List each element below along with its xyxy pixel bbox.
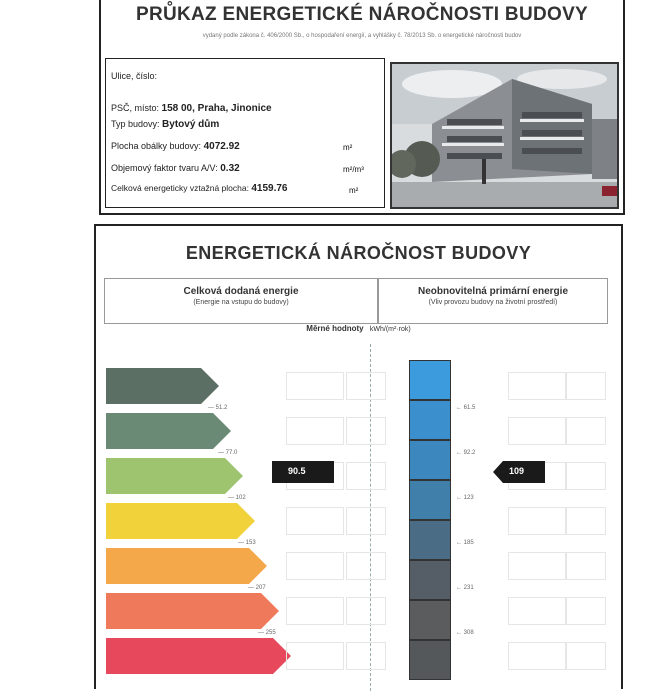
- specific-values-caption: [96, 324, 621, 333]
- primary-energy-bar-segment: [409, 600, 451, 640]
- empty-cell: [346, 552, 386, 580]
- area-unit: m²: [343, 143, 353, 152]
- ref-label: Celková energeticky vztažná plocha:: [111, 183, 249, 193]
- empty-cell: [508, 597, 566, 625]
- left-value-text: 90.5: [288, 466, 306, 476]
- left-value-marker: [272, 461, 334, 483]
- class-arrow-f: [106, 593, 279, 629]
- type-label: Typ budovy:: [111, 119, 160, 129]
- empty-cell: [346, 372, 386, 400]
- right-class-boundary: ← 231: [456, 585, 474, 591]
- area-row: [111, 141, 240, 152]
- class-arrow-a: [106, 368, 219, 404]
- class-arrow-b: [106, 413, 231, 449]
- energy-performance-card: [94, 224, 623, 689]
- ref-value: 4159.76: [251, 183, 288, 194]
- empty-cell: [566, 462, 606, 490]
- factor-unit: m²/m³: [343, 165, 364, 174]
- empty-cell: [346, 642, 386, 670]
- empty-cell: [346, 462, 386, 490]
- empty-cell: [286, 417, 344, 445]
- primary-energy-bar-segment: [409, 360, 451, 400]
- class-arrow-d: [106, 503, 255, 539]
- empty-cell: [566, 417, 606, 445]
- empty-cell: [508, 642, 566, 670]
- empty-cell: [566, 597, 606, 625]
- empty-cell: [286, 597, 344, 625]
- building-info-box: [105, 58, 385, 208]
- psc-value: 158 00, Praha, Jinonice: [161, 103, 272, 114]
- ref-row: [111, 183, 288, 194]
- right-value-text: 109: [509, 466, 525, 476]
- empty-cell: [346, 417, 386, 445]
- primary-energy-bar-segment: [409, 480, 451, 520]
- primary-energy-bar-segment: [409, 640, 451, 680]
- empty-cell: [346, 597, 386, 625]
- factor-row: [111, 163, 240, 174]
- left-class-boundary: — 153: [238, 540, 256, 546]
- empty-cell: [286, 552, 344, 580]
- empty-cell: [346, 507, 386, 535]
- right-class-boundary: ← 308: [456, 630, 474, 636]
- certificate-header-card: [99, 0, 625, 215]
- left-class-boundary: — 51.2: [208, 405, 228, 411]
- factor-value: 0.32: [220, 163, 240, 174]
- type-row: [111, 119, 219, 130]
- specific-values-unit: kWh/(m²·rok): [369, 326, 411, 333]
- street-label: Ulice, číslo:: [111, 71, 158, 81]
- right-class-boundary: ← 61.5: [456, 405, 476, 411]
- empty-cell: [286, 372, 344, 400]
- empty-cell: [508, 372, 566, 400]
- psc-row: [111, 103, 272, 114]
- energy-title: ENERGETICKÁ NÁROČNOST BUDOVY: [185, 243, 532, 263]
- class-arrow-c: [106, 458, 243, 494]
- empty-cell: [566, 372, 606, 400]
- empty-cell: [566, 642, 606, 670]
- left-class-boundary: — 207: [248, 585, 266, 591]
- left-class-boundary: — 77.0: [218, 450, 238, 456]
- right-column-title: Neobnovitelná primární energie: [417, 286, 569, 297]
- empty-cell: [566, 507, 606, 535]
- area-label: Plocha obálky budovy:: [111, 141, 202, 151]
- empty-cell: [566, 552, 606, 580]
- primary-energy-bar-segment: [409, 440, 451, 480]
- certificate-subtitle: vydaný podle zákona č. 406/2000 Sb., o hospodaření energií, a vyhlášky č. 78/2013 Sb. o energetické náročnosti budov: [202, 33, 522, 39]
- right-class-boundary: ← 185: [456, 540, 474, 546]
- primary-energy-bar-segment: [409, 520, 451, 560]
- left-column-header: [104, 278, 378, 324]
- type-value: Bytový dům: [162, 119, 220, 130]
- factor-label: Objemový faktor tvaru A/V:: [111, 163, 218, 173]
- class-arrow-g: [106, 638, 291, 674]
- class-arrow-e: [106, 548, 267, 584]
- primary-energy-bar-segment: [409, 560, 451, 600]
- building-photo: [390, 62, 619, 209]
- primary-energy-bar-segment: [409, 400, 451, 440]
- specific-values-label: Měrné hodnoty: [306, 324, 364, 333]
- left-class-boundary: — 255: [258, 630, 276, 636]
- ref-unit: m²: [349, 186, 359, 195]
- left-class-boundary: — 102: [228, 495, 246, 501]
- right-column-subtitle: (Vliv provozu budovy na životní prostředí): [428, 299, 558, 306]
- empty-cell: [508, 507, 566, 535]
- empty-cell: [508, 417, 566, 445]
- left-column-title: Celková dodaná energie: [183, 286, 299, 297]
- empty-cell: [286, 507, 344, 535]
- empty-cell: [508, 552, 566, 580]
- right-class-boundary: ← 123: [456, 495, 474, 501]
- area-value: 4072.92: [203, 141, 240, 152]
- right-value-marker: [493, 461, 545, 483]
- left-column-subtitle: (Energie na vstupu do budovy): [193, 299, 289, 306]
- right-column-header: [378, 278, 608, 324]
- psc-label: PSČ, místo:: [111, 103, 160, 113]
- right-class-boundary: ← 92.2: [456, 450, 476, 456]
- empty-cell: [286, 642, 344, 670]
- certificate-title: PRŮKAZ ENERGETICKÉ NÁROČNOSTI BUDOVY: [135, 4, 589, 25]
